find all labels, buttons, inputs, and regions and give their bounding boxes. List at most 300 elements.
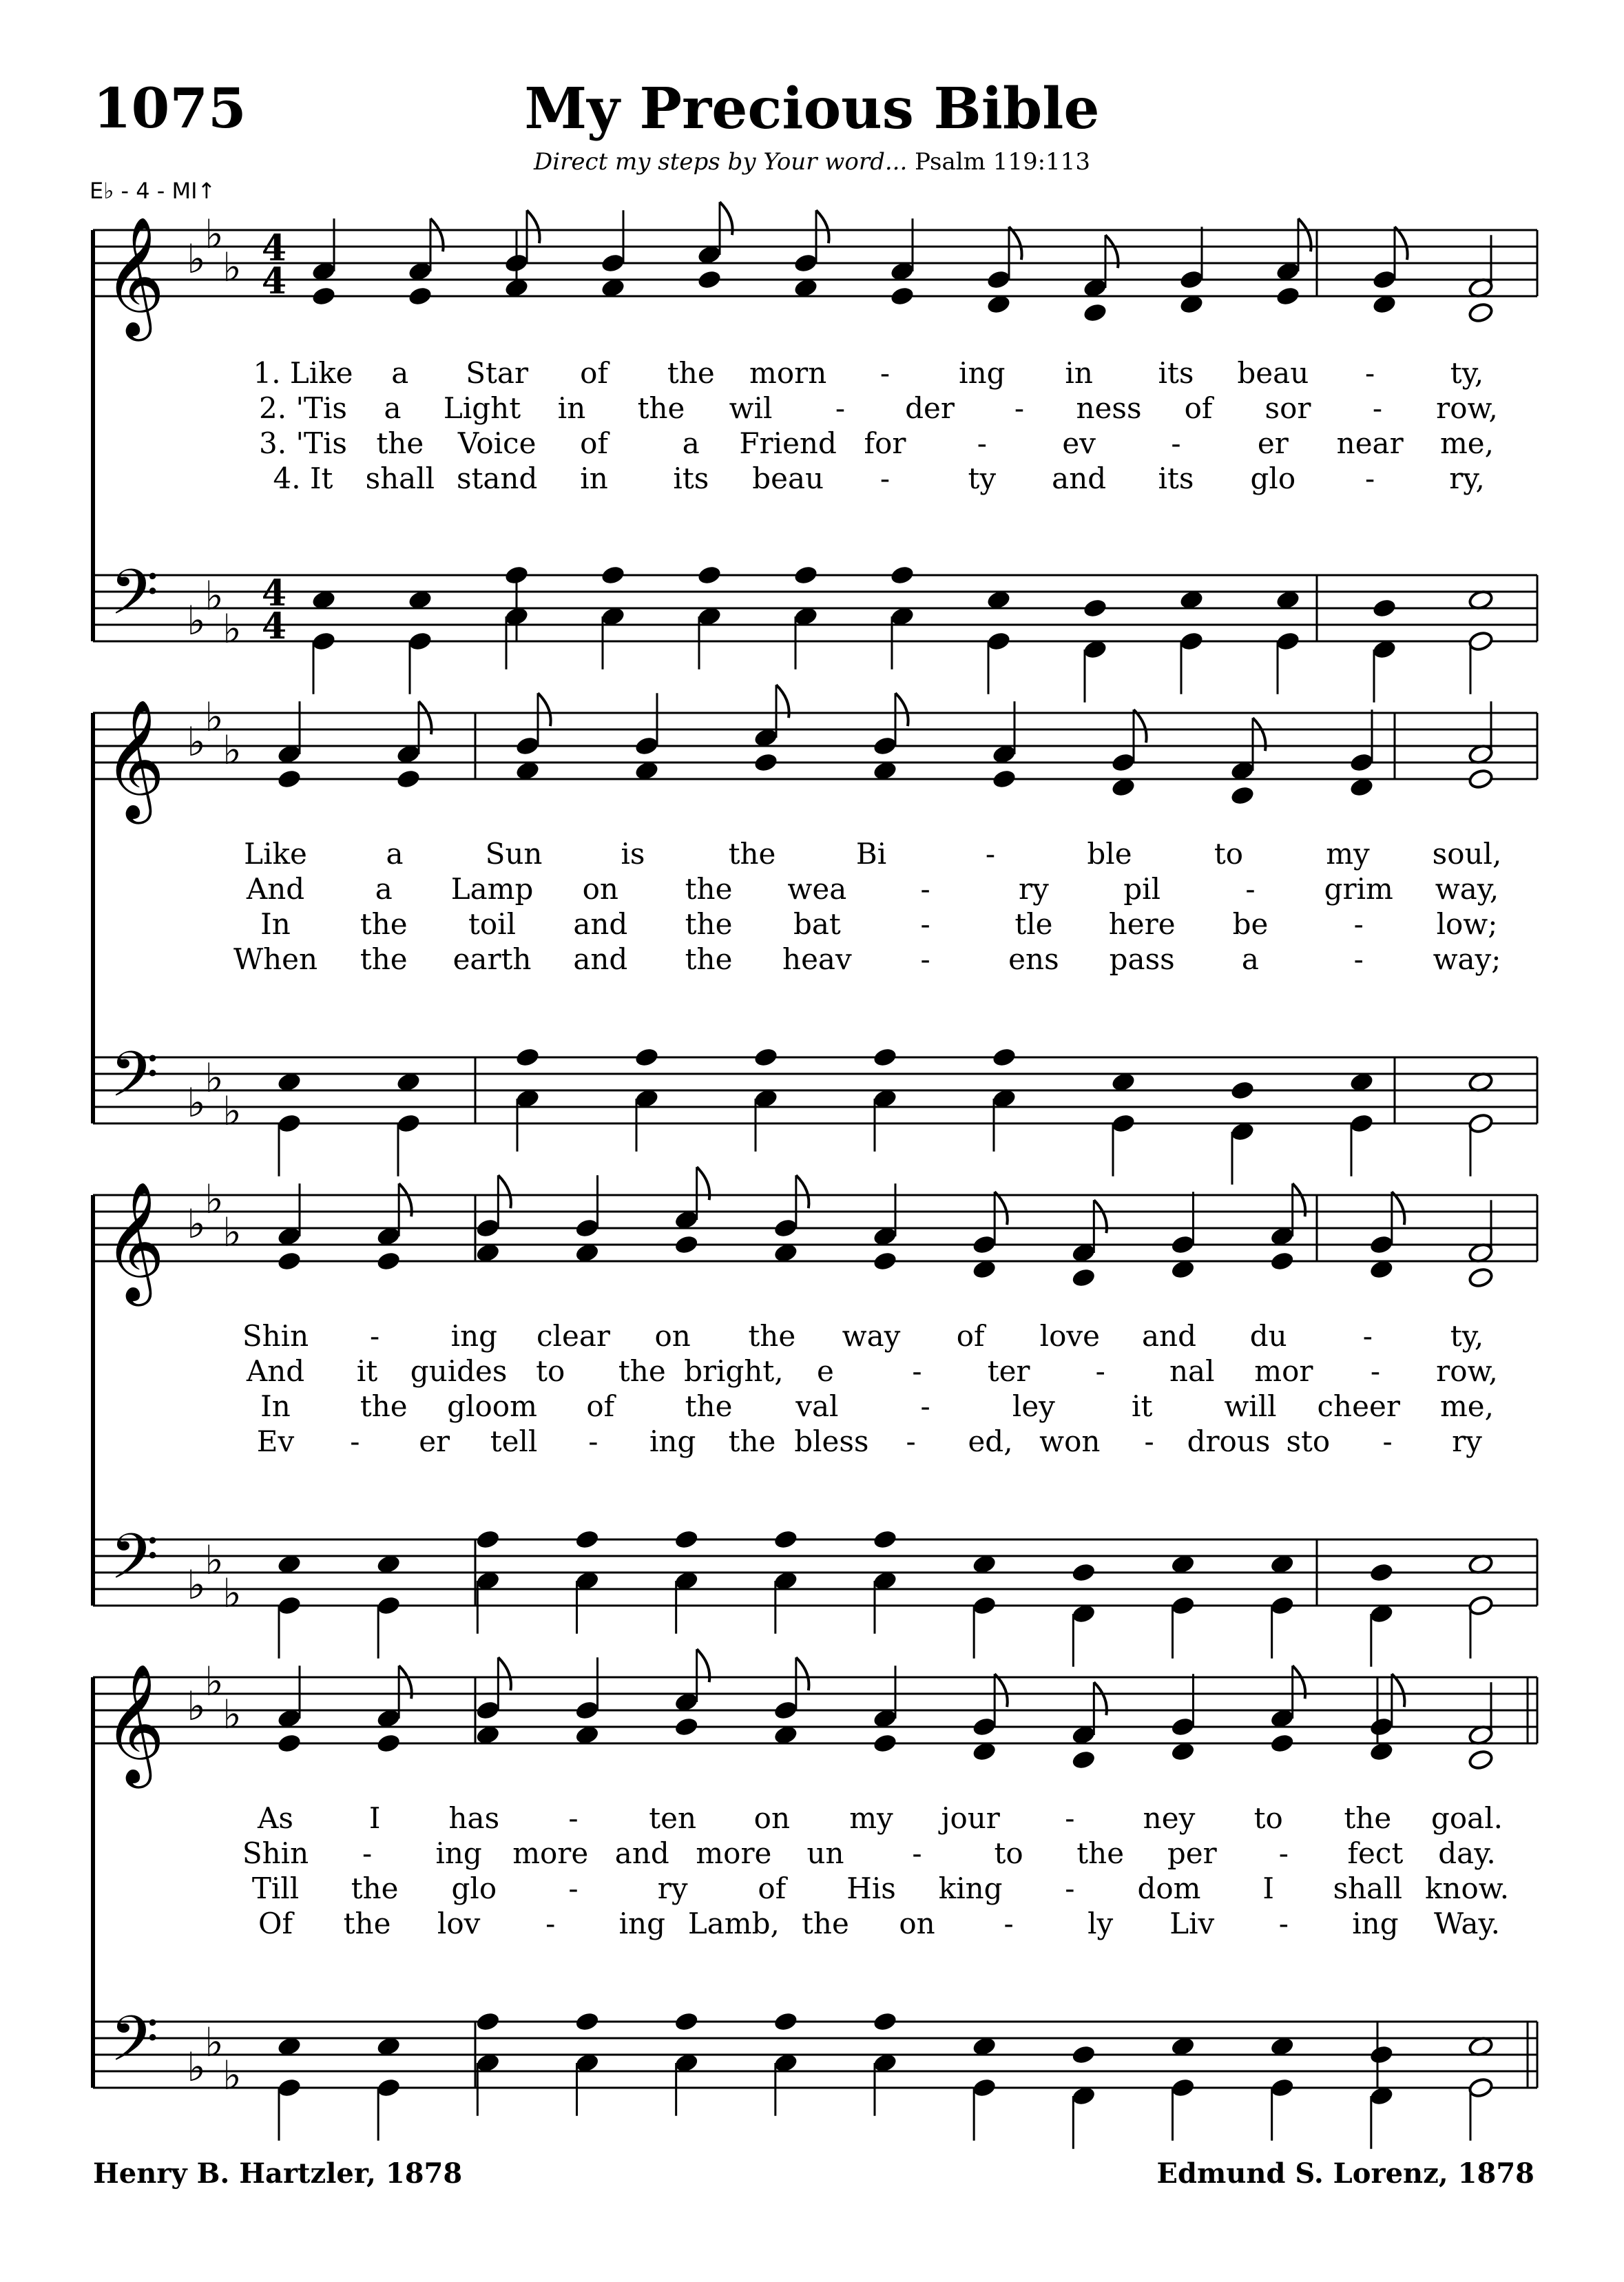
alto-note (1229, 785, 1256, 807)
lyric-syllable: here (1108, 907, 1176, 941)
lyric-syllable: tell (490, 1424, 538, 1458)
lyric-syllable: a (384, 391, 402, 425)
lyric-syllable: a (1241, 942, 1259, 976)
lyric-syllable: Star (466, 356, 529, 390)
bass-note (1178, 630, 1205, 652)
lyric-syllable: clear (537, 1319, 610, 1353)
lyric-syllable: - (1365, 356, 1375, 390)
tenor-note (674, 1528, 700, 1550)
lyric-syllable: ly (1087, 1907, 1114, 1940)
bass-note (1110, 1112, 1136, 1134)
lyric-syllable: mor (1254, 1354, 1313, 1388)
lyric-syllable: in (1065, 356, 1093, 390)
lyric-syllable: day. (1438, 1836, 1496, 1870)
lyric-syllable: dom (1137, 1871, 1201, 1905)
lyric-syllable: - (588, 1424, 598, 1458)
lyric-syllable: - (1065, 1871, 1075, 1905)
note-flag (1009, 227, 1022, 260)
lyric-syllable: du (1249, 1319, 1287, 1353)
lyric-syllable: ty (968, 461, 997, 495)
lyric-syllable: toil (468, 907, 517, 941)
alto-note (991, 768, 1017, 790)
alto-note (276, 1732, 302, 1754)
lyric-syllable: in (557, 391, 586, 425)
lyric-syllable: His (846, 1871, 896, 1905)
alto-note (407, 285, 433, 307)
tenor-note (793, 564, 819, 586)
lyric-syllable: beau (752, 461, 824, 495)
lyric-syllable: the (685, 1389, 733, 1423)
lyric-syllable: Till (251, 1871, 300, 1905)
lyric-syllable: - (1278, 1836, 1289, 1870)
soprano-note (574, 1699, 601, 1721)
lyric-syllable: and (1052, 461, 1107, 495)
lyric-syllable: ing (959, 356, 1006, 390)
tenor-note (634, 1046, 660, 1068)
flat-icon: ♭ (205, 1176, 224, 1223)
lyric-syllable: - (1372, 391, 1383, 425)
soprano-note (971, 1234, 997, 1256)
note-flag (498, 1175, 511, 1208)
note-flag (796, 1657, 809, 1690)
flat-icon: ♭ (205, 1055, 224, 1101)
lyric-syllable: Sun (485, 837, 543, 871)
lyric-syllable: - (1144, 1424, 1154, 1458)
bass-note (276, 1112, 302, 1134)
lyric-syllable: a (375, 872, 393, 906)
lyric-syllable: - (1278, 1907, 1289, 1940)
lyric-syllable: more (512, 1836, 589, 1870)
lyric-syllable: know. (1424, 1871, 1510, 1905)
lyric-syllable: ed, (968, 1424, 1013, 1458)
lyric-syllable: it (1132, 1389, 1153, 1423)
lyric-syllable: low; (1436, 907, 1498, 941)
lyric-syllable: row, (1436, 1354, 1498, 1388)
treble-clef-icon: 𝄞 (103, 1663, 165, 1783)
tenor-note (1071, 1562, 1097, 1584)
alto-note (375, 1732, 402, 1754)
bass-note (1269, 2077, 1295, 2099)
soprano-note (1178, 269, 1205, 291)
lyric-syllable: - (1065, 1801, 1075, 1835)
lyric-syllable: pass (1109, 942, 1175, 976)
lyric-syllable: And (246, 1354, 305, 1388)
lyric-syllable: way; (1433, 942, 1501, 976)
lyric-syllable: ness (1076, 391, 1142, 425)
lyric-syllable: - (1365, 461, 1375, 495)
lyric-syllable: ing (618, 1907, 665, 1940)
lyric-syllable: ry (1019, 872, 1049, 906)
soprano-note (971, 1716, 997, 1738)
flat-icon: ♭ (187, 1079, 206, 1126)
lyric-syllable: - (920, 1389, 930, 1423)
note-flag (895, 693, 908, 726)
bass-note (986, 630, 1012, 652)
bass-note (1468, 2077, 1494, 2099)
lyric-syllable: bless (794, 1424, 869, 1458)
tenor-note (1229, 1079, 1256, 1101)
lyric-syllable: I (368, 1801, 381, 1835)
lyricist-credit: Henry B. Hartzler, 1878 (93, 2157, 463, 2190)
alto-note (1468, 302, 1494, 324)
bass-note (407, 630, 433, 652)
soprano-note (475, 1217, 501, 1239)
bass-note (1349, 1112, 1375, 1134)
scripture-reference: Psalm 119:113 (915, 148, 1090, 176)
note-flag (796, 1175, 809, 1208)
lyric-syllable: - (350, 1424, 360, 1458)
bass-note (395, 1112, 421, 1134)
bass-note (276, 1595, 302, 1617)
lyric-syllable: of (1184, 391, 1213, 425)
lyric-syllable: ens (1008, 942, 1059, 976)
time-signature-bottom: 4 (261, 605, 287, 647)
alto-note (375, 1250, 402, 1272)
scripture-quote: Direct my steps by Your word... (534, 148, 908, 176)
tenor-note (872, 2011, 898, 2033)
lyric-syllable: - (879, 356, 891, 390)
lyric-syllable: Lamb, (687, 1907, 780, 1940)
lyric-syllable: ble (1087, 837, 1132, 871)
lyric-syllable: the (1344, 1801, 1392, 1835)
lyric-syllable: on (899, 1907, 935, 1940)
flat-icon: ♭ (205, 694, 224, 740)
lyric-syllable: ter (987, 1354, 1030, 1388)
lyric-syllable: me, (1439, 1389, 1495, 1423)
lyric-syllable: the (1076, 1836, 1125, 1870)
lyric-syllable: - (977, 426, 987, 460)
lyric-syllable: of (580, 426, 608, 460)
lyric-syllable: lov (437, 1907, 481, 1940)
soprano-note (1110, 751, 1136, 774)
note-flag (995, 1192, 1008, 1225)
soprano-note (773, 1217, 799, 1239)
tenor-note (574, 2011, 601, 2033)
lyric-syllable: - (1095, 1354, 1105, 1388)
lyric-syllable: Voice (457, 426, 537, 460)
lyric-syllable: beau (1237, 356, 1309, 390)
lyric-syllable: morn (749, 356, 827, 390)
tenor-note (503, 564, 530, 586)
alto-note (889, 285, 915, 307)
lyric-syllable: way, (1435, 872, 1499, 906)
lyric-syllable: shall (365, 461, 435, 495)
alto-note (1269, 1250, 1295, 1272)
lyric-syllable: way (842, 1319, 901, 1353)
lyric-syllable: the (685, 907, 733, 941)
tenor-note (514, 1046, 541, 1068)
lyric-syllable: tle (1014, 907, 1053, 941)
lyric-syllable: - (1353, 942, 1364, 976)
soprano-note (1368, 1234, 1395, 1256)
flat-icon: ♭ (222, 605, 242, 652)
soprano-note (600, 252, 626, 274)
lyric-syllable: wea (787, 872, 847, 906)
bass-note (1468, 1595, 1494, 1617)
lyric-syllable: - (920, 942, 930, 976)
lyric-syllable: grim (1324, 872, 1393, 906)
lyric-syllable: - (906, 1424, 916, 1458)
hymn-number: 1075 (93, 76, 247, 141)
lyric-syllable: 1. Like (253, 356, 353, 390)
lyric-syllable: ley (1012, 1389, 1055, 1423)
treble-clef-icon: 𝄞 (103, 216, 165, 336)
tenor-note (773, 2011, 799, 2033)
lyric-syllable: Light (443, 391, 521, 425)
tenor-note (1082, 597, 1108, 619)
flat-icon: ♭ (205, 1658, 224, 1705)
lyric-syllable: In (260, 907, 291, 941)
lyric-syllable: - (370, 1319, 380, 1353)
tenor-note (872, 1046, 898, 1068)
lyric-syllable: der (905, 391, 955, 425)
lyric-syllable: stand (456, 461, 538, 495)
lyric-syllable: goal. (1431, 1801, 1503, 1835)
lyric-syllable: un (806, 1836, 844, 1870)
bass-note (375, 2077, 402, 2099)
bass-note (1170, 1595, 1196, 1617)
soprano-note (986, 269, 1012, 291)
lyric-syllable: 4. It (273, 461, 333, 495)
lyric-syllable: my (849, 1801, 893, 1835)
lyric-syllable: in (580, 461, 608, 495)
flat-icon: ♭ (187, 718, 206, 765)
lyric-syllable: has (448, 1801, 500, 1835)
soprano-note (503, 252, 530, 274)
lyric-syllable: - (879, 461, 891, 495)
lyric-syllable: to (1253, 1801, 1283, 1835)
lyric-syllable: ty, (1450, 1319, 1484, 1353)
lyric-syllable: ev (1062, 426, 1096, 460)
tenor-note (889, 564, 915, 586)
note-flag (1392, 1674, 1405, 1707)
soprano-note (475, 1699, 501, 1721)
lyric-syllable: on (654, 1319, 691, 1353)
flat-icon: ♭ (187, 2044, 206, 2091)
lyric-syllable: the (728, 1424, 776, 1458)
lyric-syllable: earth (452, 942, 532, 976)
lyric-syllable: Like (244, 837, 307, 871)
lyric-syllable: the (685, 942, 733, 976)
lyric-syllable: gloom (447, 1389, 537, 1423)
time-signature-top: 4 (261, 227, 287, 269)
lyric-syllable: more (696, 1836, 772, 1870)
tenor-note (696, 564, 722, 586)
lyric-syllable: - (835, 391, 846, 425)
flat-icon: ♭ (205, 2019, 224, 2066)
lyric-syllable: ry (1452, 1424, 1482, 1458)
composer-credit: Edmund S. Lorenz, 1878 (1156, 2157, 1534, 2190)
lyric-syllable: it (356, 1354, 378, 1388)
lyric-syllable: soul, (1432, 837, 1502, 871)
soprano-note (1349, 751, 1375, 774)
alto-note (311, 285, 337, 307)
note-flag (498, 1657, 511, 1690)
lyric-syllable: my (1326, 837, 1370, 871)
lyric-syllable: king (938, 1871, 1003, 1905)
flat-icon: ♭ (222, 244, 242, 291)
tenor-note (574, 1528, 601, 1550)
soprano-note (1368, 1716, 1395, 1738)
lyric-syllable: glo (451, 1871, 497, 1905)
bass-clef-icon: 𝄢 (110, 2002, 159, 2091)
lyric-syllable: near (1336, 426, 1404, 460)
tenor-note (600, 564, 626, 586)
lyric-syllable: the (728, 837, 776, 871)
lyric-syllable: And (246, 872, 305, 906)
lyric-syllable: ing (1352, 1907, 1399, 1940)
lyric-syllable: wil (729, 391, 773, 425)
lyric-syllable: bright, (684, 1354, 784, 1388)
lyric-syllable: - (1370, 1354, 1381, 1388)
lyric-syllable: Ev (256, 1424, 295, 1458)
lyric-syllable: and (1142, 1319, 1196, 1353)
flat-icon: ♭ (187, 1562, 206, 1608)
soprano-note (634, 735, 660, 757)
flat-icon: ♭ (222, 1088, 242, 1134)
lyric-syllable: Way. (1433, 1907, 1501, 1940)
note-flag (527, 210, 540, 243)
lyric-syllable: the (360, 1389, 408, 1423)
lyric-syllable: - (545, 1907, 556, 1940)
lyric-syllable: its (673, 461, 709, 495)
lyric-syllable: - (1245, 872, 1256, 906)
soprano-note (514, 735, 541, 757)
bass-note (1275, 630, 1301, 652)
flat-icon: ♭ (222, 727, 242, 774)
lyric-syllable: ney (1143, 1801, 1196, 1835)
lyric-syllable: - (1382, 1424, 1393, 1458)
note-flag (538, 693, 551, 726)
lyric-syllable: Lamp (450, 872, 534, 906)
lyric-syllable: Friend (739, 426, 837, 460)
lyric-syllable: and (614, 1836, 669, 1870)
bass-note (276, 2077, 302, 2099)
bass-clef-icon: 𝄢 (110, 1038, 159, 1126)
lyric-syllable: - (362, 1836, 373, 1870)
lyric-syllable: jour (941, 1801, 1000, 1835)
lyric-syllable: - (1003, 1907, 1014, 1940)
lyric-syllable: per (1167, 1836, 1217, 1870)
lyric-syllable: a (391, 356, 409, 390)
bass-note (1468, 630, 1494, 652)
lyric-syllable: the (637, 391, 685, 425)
time-signature-top: 4 (261, 572, 287, 614)
lyric-syllable: cheer (1317, 1389, 1400, 1423)
alto-note (674, 1716, 700, 1738)
lyric-syllable: Shin (242, 1836, 309, 1870)
flat-icon: ♭ (222, 1570, 242, 1617)
lyric-syllable: to (536, 1354, 565, 1388)
lyric-syllable: ing (450, 1319, 498, 1353)
lyric-syllable: its (1158, 356, 1194, 390)
lyric-syllable: of (956, 1319, 985, 1353)
lyric-syllable: - (985, 837, 996, 871)
soprano-note (1170, 1234, 1196, 1256)
alto-note (872, 1250, 898, 1272)
lyric-syllable: is (621, 837, 645, 871)
alto-note (1468, 1749, 1494, 1771)
lyric-syllable: er (419, 1424, 450, 1458)
soprano-note (574, 1217, 601, 1239)
lyric-syllable: - (568, 1871, 579, 1905)
lyric-syllable: ing (435, 1836, 482, 1870)
lyric-syllable: 2. 'Tis (259, 391, 347, 425)
tenor-note (475, 1528, 501, 1550)
lyric-syllable: to (1214, 837, 1244, 871)
lyric-syllable: on (582, 872, 618, 906)
lyric-syllable: - (1014, 391, 1025, 425)
hymn-title: My Precious Bible (524, 76, 1100, 142)
lyric-syllable: - (568, 1801, 579, 1835)
lyric-syllable: and (573, 907, 628, 941)
lyric-syllable: - (912, 1354, 922, 1388)
bass-clef-icon: 𝄢 (110, 1520, 159, 1608)
lyric-syllable: Shin (242, 1319, 309, 1353)
bass-note (1269, 1595, 1295, 1617)
lyric-syllable: glo (1250, 461, 1296, 495)
lyric-syllable: the (667, 356, 715, 390)
flat-icon: ♭ (205, 211, 224, 258)
lyric-syllable: will (1224, 1389, 1277, 1423)
bass-note (311, 630, 337, 652)
soprano-note (793, 252, 819, 274)
bass-note (1468, 1112, 1494, 1134)
lyric-syllable: of (758, 1871, 787, 1905)
lyric-syllable: nal (1169, 1354, 1215, 1388)
note-flag (1395, 227, 1408, 260)
note-flag (816, 210, 829, 243)
lyric-syllable: a (682, 426, 700, 460)
lyric-syllable: row, (1436, 391, 1498, 425)
lyric-syllable: - (1171, 426, 1181, 460)
flat-icon: ♭ (222, 1691, 242, 1738)
lyric-syllable: bat (793, 907, 841, 941)
flat-icon: ♭ (187, 1201, 206, 1247)
alto-note (696, 269, 722, 291)
lyric-syllable: pil (1123, 872, 1161, 906)
alto-note (1071, 1749, 1097, 1771)
alto-note (276, 768, 302, 790)
tenor-note (872, 1528, 898, 1550)
flat-icon: ♭ (205, 1537, 224, 1584)
flat-icon: ♭ (187, 236, 206, 282)
soprano-note (1170, 1716, 1196, 1738)
lyric-syllable: the (802, 1907, 849, 1940)
alto-note (1468, 768, 1494, 790)
lyric-syllable: sto (1286, 1424, 1331, 1458)
flat-icon: ♭ (222, 2052, 242, 2099)
alto-note (753, 751, 779, 774)
soprano-note (1371, 269, 1397, 291)
tenor-note (773, 1528, 799, 1550)
lyric-syllable: ten (649, 1801, 697, 1835)
bass-clef-icon: 𝄢 (110, 556, 159, 644)
lyric-syllable: fect (1347, 1836, 1404, 1870)
lyric-syllable: e (817, 1354, 834, 1388)
lyric-syllable: Of (258, 1907, 293, 1940)
lyric-syllable: me, (1439, 426, 1495, 460)
lyric-syllable: I (1262, 1871, 1274, 1905)
lyric-syllable: When (233, 942, 318, 976)
lyric-syllable: the (351, 1871, 399, 1905)
soprano-note (773, 1699, 799, 1721)
lyric-syllable: the (618, 1354, 666, 1388)
flat-icon: ♭ (205, 572, 224, 619)
lyric-syllable: the (748, 1319, 796, 1353)
lyric-syllable: on (753, 1801, 790, 1835)
lyric-syllable: Liv (1169, 1907, 1215, 1940)
